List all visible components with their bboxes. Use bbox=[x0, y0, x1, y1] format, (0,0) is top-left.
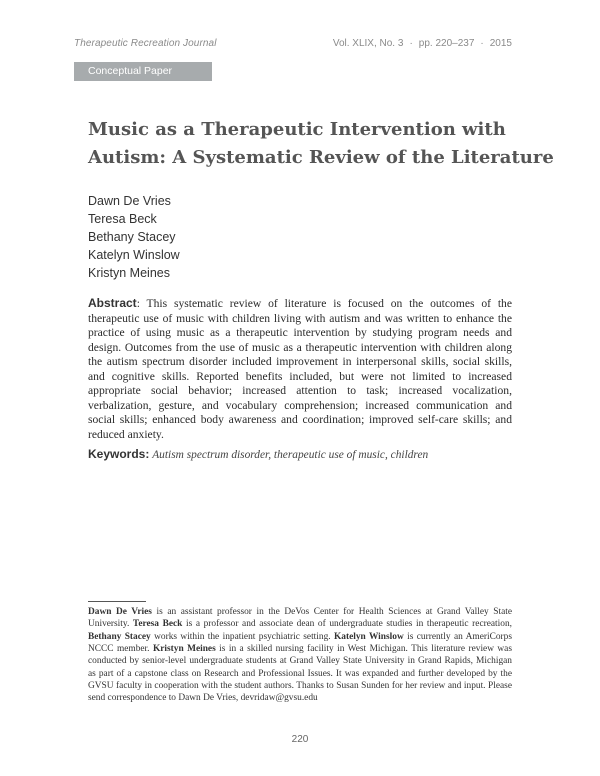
author-name: Dawn De Vries bbox=[88, 194, 171, 208]
keywords-label: Keywords: bbox=[88, 447, 150, 461]
author-footnote bbox=[88, 606, 512, 705]
journal-name: Therapeutic Recreation Journal bbox=[74, 38, 217, 49]
title-line-2: Autism: A Systematic Review of the Literature bbox=[88, 147, 554, 168]
abstract-colon: : bbox=[136, 297, 140, 310]
author-name: Kristyn Meines bbox=[88, 266, 170, 280]
footnote-divider bbox=[88, 601, 146, 602]
footnote-text: is a professor and associate dean of undergraduate studies in therapeutic recreation, bbox=[182, 619, 512, 630]
issue-info bbox=[333, 38, 512, 49]
pages-label: pp. 220–237 bbox=[418, 38, 475, 49]
author-name: Katelyn Winslow bbox=[88, 248, 180, 262]
footnote-text: is an assistant professor in the DeVos Center for Health Sciences at Grand Valley State University. bbox=[88, 607, 512, 630]
footnote-author-name: Teresa Beck bbox=[132, 619, 183, 630]
separator-dot: · bbox=[409, 38, 413, 49]
article-type-badge: Conceptual Paper bbox=[74, 62, 212, 81]
footnote-text: works within the inpatient psychiatric setting. bbox=[150, 631, 334, 642]
year-label: 2015 bbox=[489, 38, 512, 49]
author-name: Bethany Stacey bbox=[88, 230, 176, 244]
footnote-text: is currently an AmeriCorps NCCC member. bbox=[88, 631, 512, 655]
title-line-1: Music as a Therapeutic Intervention with bbox=[88, 119, 506, 140]
abstract bbox=[88, 296, 512, 442]
abstract-text: This systematic review of literature is focused on the outcomes of the therapeutic use of music with children living with autism and was written to enhance the practice of using music as a therapeutic intervention by studying program needs and design. Outcomes from the use of music as a therapeutic intervention with children along the autism spectrum disorder included improvement in interpersonal skills, social skills, and cognitive skills. Reported benefits included, but were not limited to increased appropriate social behavior; increased attention to task; increased vocalization, verbalization, gesture, and vocabulary comprehension; increased communication and social skills; enhanced body awareness and coordination; improved self-care skills; and reduced anxiety. bbox=[88, 297, 512, 441]
abstract-label: Abstract bbox=[88, 296, 137, 310]
separator-dot: · bbox=[480, 38, 484, 49]
footnote-author-name: Dawn De Vries bbox=[88, 607, 152, 617]
keywords-text: Autism spectrum disorder, therapeutic use of music, children bbox=[152, 449, 429, 461]
author-list bbox=[88, 192, 180, 282]
volume-label: Vol. XLIX, No. 3 bbox=[332, 38, 404, 49]
footnote-author-name: Bethany Stacey bbox=[88, 631, 151, 642]
keywords bbox=[88, 447, 512, 461]
footnote-author-name: Kristyn Meines bbox=[152, 644, 216, 655]
footnote-text: is in a skilled nursing facility in West Michigan. This literature review was conducted by senior-level undergraduate students at Grand Valley State University in Grand Rapids, Michigan as part of a capstone class on Research and Professional Issues. It was expanded and further developed by the GVSU faculty in cooperation with the student authors. Thanks to Susan Sunden for her review and input. Please send correspondence to Dawn De Vries, devridaw@gvsu.edu bbox=[88, 644, 512, 704]
footnote-author-name: Katelyn Winslow bbox=[334, 631, 404, 642]
author-name: Teresa Beck bbox=[88, 212, 157, 226]
page-number: 220 bbox=[291, 734, 309, 745]
article-title bbox=[88, 116, 554, 172]
